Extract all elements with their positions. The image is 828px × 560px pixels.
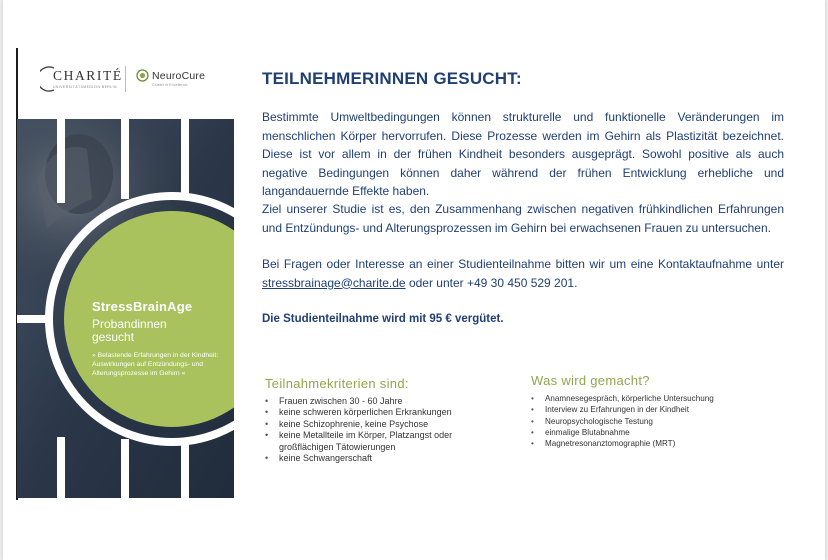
list-item: • keine schweren körperlichen Erkrankungen — [265, 407, 495, 418]
contact-text: Bei Fragen oder Interesse an einer Studienteilnahme bitten wir um eine Kontaktaufnahme unter — [262, 257, 784, 271]
intro-paragraph: Bestimmte Umweltbedingungen können strukturelle und funktionelle Veränderungen im menschlichen Körper hervorrufen. Diese Prozesse werden im Gehirn als Plastizität bezeichnet. Diese ist vor allem in der frühen Kindheit besonders ausgeprägt. Sowohl positive als auch negative Bedingungen können daher während der frühen Entwicklung erhebliche und langandauernde Effekte haben. — [262, 110, 784, 199]
logo-divider — [125, 66, 126, 92]
list-item: • Interview zu Erfahrungen in der Kindheit — [531, 404, 761, 415]
list-item: • Frauen zwischen 30 - 60 Jahre — [265, 396, 495, 407]
compensation-note: Die Studienteilnahme wird mit 95 € vergütet. — [262, 313, 504, 325]
procedure-title: Was wird gemacht? — [531, 373, 650, 388]
study-poster — [17, 119, 234, 498]
list-item: • einmalige Blutabnahme — [531, 427, 761, 438]
poster-description: » Belastende Erfahrungen in der Kindheit: Auswirkungen auf Entzündungs- und Alterungsprozesse im Gehirn « — [92, 352, 219, 377]
poster-subtitle-line1: Probandinnen — [92, 317, 167, 331]
criteria-title: Teilnahmekriterien sind: — [265, 376, 409, 391]
contact-paragraph — [262, 255, 784, 292]
list-item: • keine Schwangerschaft — [265, 453, 495, 464]
neurocure-logo-subtext: Cluster of Excellence — [152, 83, 188, 87]
poster-text-block — [92, 299, 228, 378]
list-item: • Magnetresonanztomographie (MRT) — [531, 438, 761, 449]
list-item: • Neuropsychologische Testung — [531, 416, 761, 427]
page-title: TEILNEHMERINNEN GESUCHT: — [262, 69, 522, 88]
list-item: • Anamnesegespräch, körperliche Untersuchung — [531, 393, 761, 404]
goal-paragraph: Ziel unserer Studie ist es, den Zusammenhang zwischen negativen frühkindlichen Erfahrungen und Entzündungs- und Alterungsprozessen im Gehirn bei erwachsenen Frauen zu untersuchen. — [262, 202, 784, 235]
neurocure-circle-icon — [136, 69, 149, 82]
charite-logo-subtext: UNIVERSITÄTSMEDIZIN BERLIN — [53, 85, 117, 89]
list-item: • keine Schizophrenie, keine Psychose — [265, 419, 495, 430]
neurocure-logo — [134, 66, 224, 94]
contact-phone-text: oder unter +49 30 450 529 201. — [408, 275, 578, 290]
neurocure-logo-text: NeuroCure — [152, 70, 206, 82]
criteria-list — [265, 396, 495, 464]
list-item: • keine Metallteile im Körper, Platzangst oder großflächigen Tätowierungen — [265, 430, 495, 453]
procedure-list — [531, 393, 761, 449]
email-link[interactable]: stressbrainage@charite.de — [262, 275, 406, 290]
poster-subtitle-line2: gesucht — [92, 330, 135, 344]
charite-logo — [40, 63, 123, 95]
poster-subtitle — [92, 318, 228, 344]
charite-logo-text: CHARITÉ — [53, 68, 123, 83]
poster-title: StressBrainAge — [92, 299, 193, 314]
